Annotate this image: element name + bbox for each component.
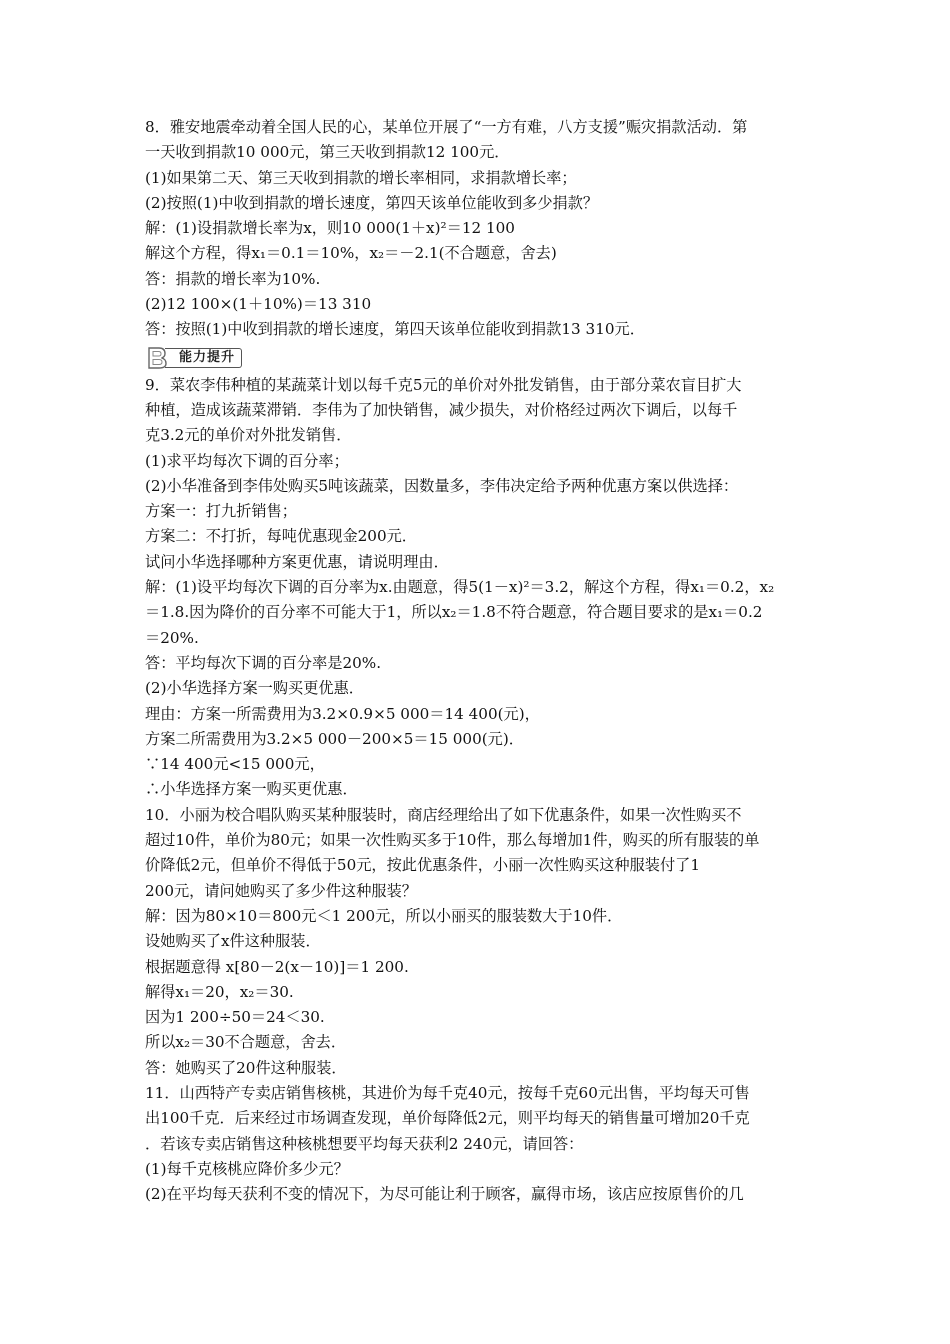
q8-stem-line: (1)如果第二天、第三天收到捐款的增长率相同，求捐款增长率；	[145, 168, 577, 187]
section-letter: B	[154, 362, 155, 364]
q11-stem-line: 出100千克．后来经过市场调查发现，单价每降低2元，则平均每天的销售量可增加20千克	[145, 1109, 750, 1128]
q9-stem-line: 方案一：打九折销售；	[145, 502, 297, 521]
q9-solution-line: ＝20%.	[145, 628, 199, 647]
question-9	[145, 373, 810, 803]
q11-stem-line: ．若该专卖店销售这种核桃想要平均每天获利2 240元，请回答：	[145, 1134, 584, 1153]
q9-solution-line: ∵14 400元<15 000元，	[145, 755, 325, 774]
q9-stem-line: 种植，造成该蔬菜滞销．李伟为了加快销售，减少损失，对价格经过两次下调后，以每千	[145, 400, 738, 419]
q8-solution-line: 答：捐款的增长率为10%.	[145, 269, 321, 288]
q10-solution-line: 根据题意得 x[80－2(x－10)]＝1 200.	[145, 957, 409, 976]
q8-solution-line: 解：(1)设捐款增长率为x，则10 000(1＋x)²＝12 100	[145, 219, 515, 238]
q10-stem-line: 价降低2元，但单价不得低于50元，按此优惠条件，小丽一次性购买这种服装付了1	[145, 856, 701, 875]
q9-solution-line: 方案二所需费用为3.2×5 000－200×5＝15 000(元)．	[145, 729, 524, 748]
section-title: 能力提升	[165, 348, 242, 368]
q9-solution-line: 解：(1)设平均每次下调的百分率为x.由题意，得5(1－x)²＝3.2，解这个方程，得x₁＝0.2，x₂	[145, 578, 775, 597]
q9-solution-line: 理由：方案一所需费用为3.2×0.9×5 000＝14 400(元)，	[145, 704, 540, 723]
question-10	[145, 803, 810, 1081]
question-11	[145, 1081, 810, 1207]
q8-solution-line: 答：按照(1)中收到捐款的增长速度，第四天该单位能收到捐款13 310元．	[145, 320, 645, 339]
q8-stem-line: 一天收到捐款10 000元，第三天收到捐款12 100元．	[145, 143, 510, 162]
question-8	[145, 115, 810, 343]
q9-solution-line: ＝1.8.因为降价的百分率不可能大于1，所以x₂＝1.8不符合题意，符合题目要求的是x₁＝0.2	[145, 603, 763, 622]
q9-stem-line: (1)求平均每次下调的百分率；	[145, 451, 349, 470]
q10-stem-line: 200元，请问她购买了多少件这种服装？	[145, 881, 417, 900]
q8-stem-line: (2)按照(1)中收到捐款的增长速度，第四天该单位能收到多少捐款？	[145, 193, 599, 212]
q8-stem-line: 8．雅安地震牵动着全国人民的心，某单位开展了“一方有难，八方支援”赈灾捐款活动．第	[145, 118, 748, 136]
q9-solution-line: 答：平均每次下调的百分率是20%.	[145, 653, 382, 672]
q10-stem-line: 超过10件，单价为80元；如果一次性购买多于10件，那么每增加1件，购买的所有服装的单	[145, 831, 760, 850]
section-banner	[145, 343, 810, 373]
document-page	[145, 115, 810, 1207]
q10-solution-line: 所以x₂＝30不合题意，舍去．	[145, 1033, 347, 1052]
q11-stem-line: (1)每千克核桃应降价多少元？	[145, 1159, 349, 1178]
q9-solution-line: (2)小华选择方案一购买更优惠．	[145, 679, 364, 698]
q10-solution-line: 解得x₁＝20，x₂＝30.	[145, 982, 294, 1001]
q10-solution-line: 因为1 200÷50＝24＜30.	[145, 1008, 325, 1027]
q11-stem-line: (2)在平均每天获利不变的情况下，为尽可能让利于顾客，赢得市场，该店应按原售价的几	[145, 1185, 744, 1204]
q8-solution-line: 解这个方程，得x₁＝0.1＝10%，x₂＝－2.1(不合题意，舍去)	[145, 244, 557, 263]
q9-stem-line: 克3.2元的单价对外批发销售．	[145, 426, 352, 445]
q11-stem-line: 11．山西特产专卖店销售核桃，其进价为每千克40元，按每千克60元出售，平均每天可售	[145, 1083, 750, 1102]
q10-solution-line: 设她购买了x件这种服装．	[145, 932, 321, 951]
q9-stem-line: 9．菜农李伟种植的某蔬菜计划以每千克5元的单价对外批发销售，由于部分菜农盲目扩大	[145, 375, 742, 394]
section-b-icon	[145, 345, 175, 371]
q9-stem-line: 方案二：不打折，每吨优惠现金200元．	[145, 527, 417, 546]
q9-solution-line: ∴小华选择方案一购买更优惠．	[145, 780, 358, 799]
q10-solution-line: 答：她购买了20件这种服装．	[145, 1058, 347, 1077]
q9-stem-line: (2)小华准备到李伟处购买5吨该蔬菜，因数量多，李伟决定给予两种优惠方案以供选择：	[145, 476, 739, 495]
q10-stem-line: 10．小丽为校合唱队购买某种服装时，商店经理给出了如下优惠条件，如果一次性购买不	[145, 805, 742, 824]
q8-solution-line: (2)12 100×(1＋10%)＝13 310	[145, 295, 372, 314]
q10-solution-line: 解：因为80×10＝800元＜1 200元，所以小丽买的服装数大于10件．	[145, 906, 623, 925]
q9-stem-line: 试问小华选择哪种方案更优惠，请说明理由．	[145, 552, 449, 571]
